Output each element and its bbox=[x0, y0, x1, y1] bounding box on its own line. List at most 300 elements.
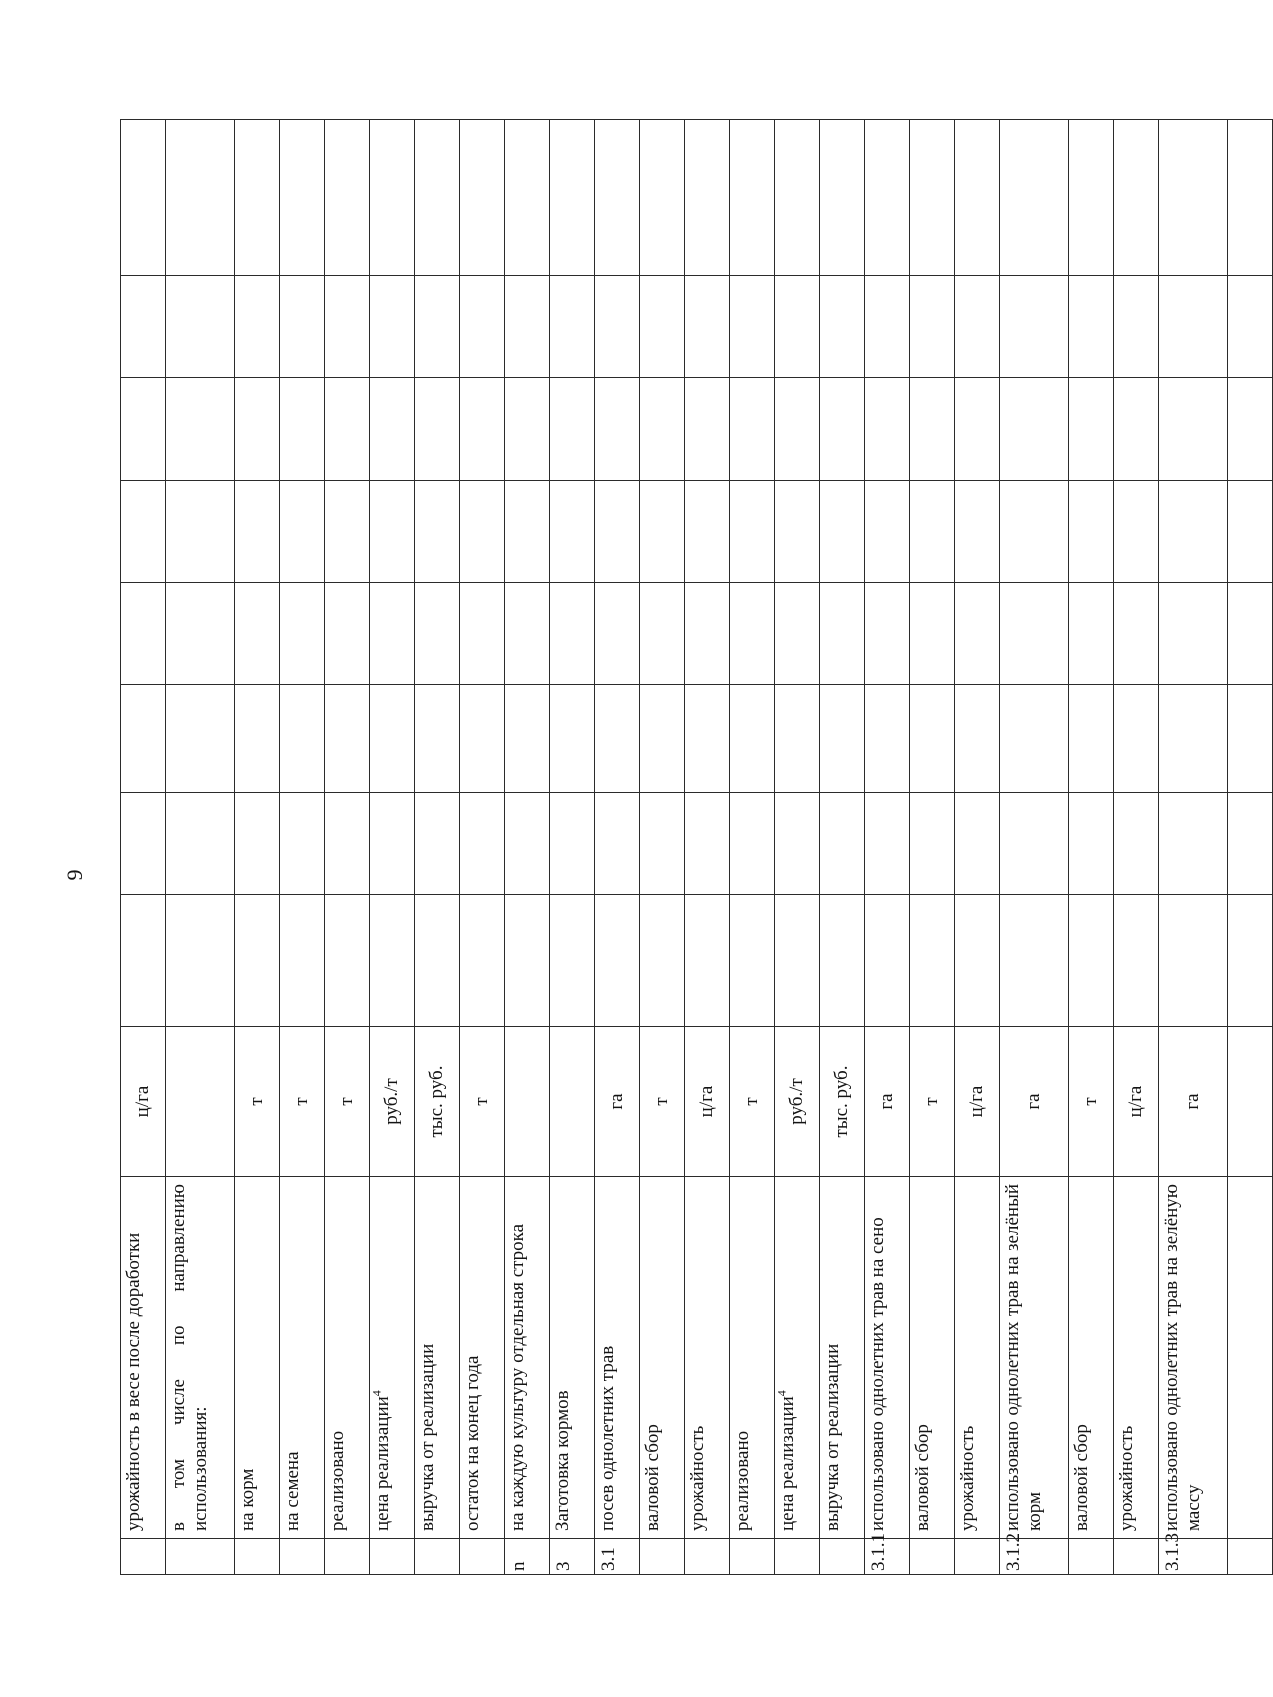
value-cell bbox=[685, 583, 730, 685]
value-cell bbox=[820, 793, 865, 895]
row-number-cell: 3.1 bbox=[595, 1539, 640, 1575]
value-cell bbox=[730, 685, 775, 793]
value-cell bbox=[730, 120, 775, 276]
value-cell bbox=[370, 481, 415, 583]
value-cell bbox=[640, 685, 685, 793]
row-number-cell bbox=[460, 1539, 505, 1575]
value-cell bbox=[505, 793, 550, 895]
unit-cell bbox=[166, 1027, 235, 1177]
value-cell bbox=[820, 120, 865, 276]
table-body bbox=[121, 120, 1273, 1575]
row-number-cell bbox=[415, 1539, 460, 1575]
value-cell bbox=[166, 378, 235, 481]
value-cell bbox=[1228, 120, 1273, 276]
value-cell bbox=[910, 583, 955, 685]
indicator-name-cell bbox=[1114, 1177, 1159, 1539]
unit-cell: ц/га bbox=[685, 1027, 730, 1177]
value-cell bbox=[235, 895, 280, 1027]
value-cell bbox=[595, 276, 640, 378]
value-cell bbox=[121, 583, 166, 685]
value-cell bbox=[1114, 685, 1159, 793]
unit-cell: т bbox=[460, 1027, 505, 1177]
row-number-cell: 3 bbox=[550, 1539, 595, 1575]
value-cell bbox=[121, 276, 166, 378]
row-number-cell bbox=[1228, 1539, 1273, 1575]
value-cell bbox=[955, 895, 1000, 1027]
value-cell bbox=[460, 120, 505, 276]
value-cell bbox=[370, 583, 415, 685]
unit-cell: т bbox=[235, 1027, 280, 1177]
indicator-name-line2: корм bbox=[1024, 1491, 1046, 1531]
table-row bbox=[1114, 120, 1159, 1575]
data-table bbox=[120, 119, 1273, 1575]
value-cell bbox=[595, 793, 640, 895]
table-row bbox=[370, 120, 415, 1575]
value-cell bbox=[166, 120, 235, 276]
unit-cell: ц/га bbox=[955, 1027, 1000, 1177]
table-row bbox=[685, 120, 730, 1575]
value-cell bbox=[550, 120, 595, 276]
indicator-name-cell bbox=[550, 1177, 595, 1539]
value-cell bbox=[280, 481, 325, 583]
value-cell bbox=[1228, 481, 1273, 583]
unit-cell bbox=[1228, 1027, 1273, 1177]
table-row bbox=[730, 120, 775, 1575]
table-row bbox=[415, 120, 460, 1575]
value-cell bbox=[1069, 895, 1114, 1027]
value-cell bbox=[1114, 481, 1159, 583]
value-cell bbox=[865, 895, 910, 1027]
value-cell bbox=[1000, 378, 1069, 481]
value-cell bbox=[1000, 895, 1069, 1027]
unit-cell: руб./т bbox=[775, 1027, 820, 1177]
row-number-cell bbox=[730, 1539, 775, 1575]
value-cell bbox=[550, 685, 595, 793]
value-cell bbox=[1114, 276, 1159, 378]
indicator-name-text: остаток на конец года bbox=[462, 1355, 483, 1531]
value-cell bbox=[1000, 120, 1069, 276]
value-cell bbox=[166, 895, 235, 1027]
row-number-cell bbox=[820, 1539, 865, 1575]
unit-cell: га bbox=[1159, 1027, 1228, 1177]
value-cell bbox=[1069, 120, 1114, 276]
table-row bbox=[280, 120, 325, 1575]
unit-cell: га bbox=[1000, 1027, 1069, 1177]
unit-cell: т bbox=[280, 1027, 325, 1177]
value-cell bbox=[775, 276, 820, 378]
value-cell bbox=[415, 120, 460, 276]
value-cell bbox=[865, 583, 910, 685]
value-cell bbox=[1228, 583, 1273, 685]
value-cell bbox=[325, 276, 370, 378]
value-cell bbox=[775, 378, 820, 481]
value-cell bbox=[865, 481, 910, 583]
unit-cell: т bbox=[910, 1027, 955, 1177]
row-number-cell bbox=[121, 1539, 166, 1575]
value-cell bbox=[121, 793, 166, 895]
table-row bbox=[775, 120, 820, 1575]
value-cell bbox=[1069, 481, 1114, 583]
unit-cell: ц/га bbox=[121, 1027, 166, 1177]
value-cell bbox=[415, 276, 460, 378]
table-row bbox=[1159, 120, 1228, 1575]
value-cell bbox=[460, 276, 505, 378]
value-cell bbox=[730, 276, 775, 378]
value-cell bbox=[1000, 583, 1069, 685]
value-cell bbox=[955, 276, 1000, 378]
indicator-name-cell bbox=[685, 1177, 730, 1539]
value-cell bbox=[1000, 481, 1069, 583]
indicator-name-line2: массу bbox=[1183, 1484, 1205, 1531]
value-cell bbox=[865, 378, 910, 481]
value-cell bbox=[640, 378, 685, 481]
value-cell bbox=[235, 793, 280, 895]
value-cell bbox=[325, 793, 370, 895]
indicator-name-cell bbox=[325, 1177, 370, 1539]
indicator-name-text: урожайность bbox=[687, 1425, 708, 1531]
value-cell bbox=[235, 583, 280, 685]
value-cell bbox=[1159, 120, 1228, 276]
indicator-name-text: валовой сбор bbox=[642, 1424, 663, 1531]
value-cell bbox=[595, 895, 640, 1027]
value-cell bbox=[685, 378, 730, 481]
unit-cell: т bbox=[730, 1027, 775, 1177]
value-cell bbox=[550, 793, 595, 895]
value-cell bbox=[235, 120, 280, 276]
indicator-name-text: посев однолетних трав bbox=[597, 1345, 618, 1531]
row-number-cell bbox=[685, 1539, 730, 1575]
unit-cell: тыс. руб. bbox=[415, 1027, 460, 1177]
row-number-cell bbox=[1069, 1539, 1114, 1575]
value-cell bbox=[955, 583, 1000, 685]
unit-cell: ц/га bbox=[1114, 1027, 1159, 1177]
table-row bbox=[235, 120, 280, 1575]
indicator-name-cell bbox=[730, 1177, 775, 1539]
indicator-name-cell bbox=[640, 1177, 685, 1539]
value-cell bbox=[1000, 685, 1069, 793]
value-cell bbox=[910, 793, 955, 895]
value-cell bbox=[370, 276, 415, 378]
value-cell bbox=[1069, 793, 1114, 895]
indicator-name-line2: использования: bbox=[190, 1406, 212, 1531]
indicator-name-cell bbox=[121, 1177, 166, 1539]
indicator-name-cell bbox=[166, 1177, 235, 1539]
indicator-name-cell bbox=[505, 1177, 550, 1539]
value-cell bbox=[235, 378, 280, 481]
value-cell bbox=[820, 378, 865, 481]
value-cell bbox=[1159, 685, 1228, 793]
value-cell bbox=[1069, 276, 1114, 378]
value-cell bbox=[955, 481, 1000, 583]
unit-cell bbox=[505, 1027, 550, 1177]
value-cell bbox=[121, 895, 166, 1027]
indicator-name-text: на семена bbox=[282, 1451, 303, 1531]
row-number-cell: 3.1.3 bbox=[1159, 1539, 1228, 1575]
indicator-name-cell bbox=[775, 1177, 820, 1539]
value-cell bbox=[280, 895, 325, 1027]
row-number-cell bbox=[235, 1539, 280, 1575]
unit-cell: руб./т bbox=[370, 1027, 415, 1177]
value-cell bbox=[595, 120, 640, 276]
indicator-name-text: урожайность в весе после доработки bbox=[123, 1232, 144, 1531]
value-cell bbox=[121, 685, 166, 793]
indicator-name-line1: использовано однолетних трав на зелёный bbox=[1002, 1184, 1023, 1531]
unit-cell bbox=[550, 1027, 595, 1177]
indicator-name-cell bbox=[910, 1177, 955, 1539]
value-cell bbox=[1228, 378, 1273, 481]
value-cell bbox=[370, 685, 415, 793]
value-cell bbox=[460, 583, 505, 685]
value-cell bbox=[550, 276, 595, 378]
value-cell bbox=[280, 685, 325, 793]
indicator-name-text: валовой сбор bbox=[912, 1424, 933, 1531]
value-cell bbox=[415, 481, 460, 583]
value-cell bbox=[910, 685, 955, 793]
unit-cell: т bbox=[1069, 1027, 1114, 1177]
value-cell bbox=[415, 895, 460, 1027]
value-cell bbox=[955, 120, 1000, 276]
value-cell bbox=[775, 120, 820, 276]
rotated-table-wrapper bbox=[120, 120, 1205, 1575]
value-cell bbox=[865, 120, 910, 276]
value-cell bbox=[595, 481, 640, 583]
table-row bbox=[820, 120, 865, 1575]
value-cell bbox=[166, 276, 235, 378]
value-cell bbox=[1114, 120, 1159, 276]
indicator-name-text: цена реализации bbox=[372, 1396, 393, 1531]
value-cell bbox=[1228, 276, 1273, 378]
value-cell bbox=[505, 895, 550, 1027]
value-cell bbox=[1114, 378, 1159, 481]
value-cell bbox=[685, 120, 730, 276]
unit-cell: тыс. руб. bbox=[820, 1027, 865, 1177]
value-cell bbox=[121, 120, 166, 276]
value-cell bbox=[910, 895, 955, 1027]
value-cell bbox=[775, 793, 820, 895]
value-cell bbox=[550, 895, 595, 1027]
value-cell bbox=[865, 276, 910, 378]
table-row bbox=[1000, 120, 1069, 1575]
row-number-cell: n bbox=[505, 1539, 550, 1575]
indicator-name-cell bbox=[1000, 1177, 1069, 1539]
value-cell bbox=[325, 895, 370, 1027]
value-cell bbox=[730, 481, 775, 583]
value-cell bbox=[910, 120, 955, 276]
value-cell bbox=[865, 685, 910, 793]
value-cell bbox=[460, 481, 505, 583]
value-cell bbox=[460, 378, 505, 481]
row-number-cell bbox=[280, 1539, 325, 1575]
value-cell bbox=[685, 276, 730, 378]
value-cell bbox=[280, 276, 325, 378]
indicator-name-text: урожайность bbox=[957, 1425, 978, 1531]
value-cell bbox=[1159, 481, 1228, 583]
value-cell bbox=[1114, 895, 1159, 1027]
indicator-name-text: урожайность bbox=[1116, 1425, 1137, 1531]
value-cell bbox=[955, 378, 1000, 481]
table-row bbox=[595, 120, 640, 1575]
indicator-name-cell bbox=[865, 1177, 910, 1539]
value-cell bbox=[370, 120, 415, 276]
value-cell bbox=[325, 120, 370, 276]
row-number-cell bbox=[1114, 1539, 1159, 1575]
value-cell bbox=[121, 378, 166, 481]
value-cell bbox=[1159, 378, 1228, 481]
value-cell bbox=[595, 685, 640, 793]
value-cell bbox=[550, 583, 595, 685]
value-cell bbox=[280, 378, 325, 481]
footnote-marker: 4 bbox=[774, 1390, 789, 1397]
value-cell bbox=[370, 895, 415, 1027]
indicator-name-text: выручка от реализации bbox=[417, 1343, 438, 1531]
value-cell bbox=[730, 895, 775, 1027]
row-number-cell: 3.1.2 bbox=[1000, 1539, 1069, 1575]
value-cell bbox=[415, 685, 460, 793]
value-cell bbox=[325, 378, 370, 481]
value-cell bbox=[775, 895, 820, 1027]
indicator-name-text: валовой сбор bbox=[1071, 1424, 1092, 1531]
value-cell bbox=[685, 793, 730, 895]
value-cell bbox=[685, 895, 730, 1027]
value-cell bbox=[685, 685, 730, 793]
value-cell bbox=[370, 793, 415, 895]
value-cell bbox=[595, 583, 640, 685]
value-cell bbox=[640, 583, 685, 685]
value-cell bbox=[640, 793, 685, 895]
table-row bbox=[1228, 120, 1273, 1575]
row-number-cell bbox=[325, 1539, 370, 1575]
value-cell bbox=[235, 481, 280, 583]
value-cell bbox=[460, 895, 505, 1027]
value-cell bbox=[820, 276, 865, 378]
indicator-name-cell bbox=[280, 1177, 325, 1539]
table-row bbox=[460, 120, 505, 1575]
value-cell bbox=[820, 685, 865, 793]
indicator-name-cell bbox=[955, 1177, 1000, 1539]
value-cell bbox=[505, 481, 550, 583]
table-row bbox=[865, 120, 910, 1575]
value-cell bbox=[325, 583, 370, 685]
value-cell bbox=[166, 793, 235, 895]
value-cell bbox=[1159, 276, 1228, 378]
indicator-name-line1: в том числе по направлению bbox=[168, 1184, 189, 1531]
indicator-name-cell bbox=[235, 1177, 280, 1539]
value-cell bbox=[415, 583, 460, 685]
footnote-marker: 4 bbox=[369, 1390, 384, 1397]
value-cell bbox=[1159, 793, 1228, 895]
value-cell bbox=[415, 793, 460, 895]
table-row bbox=[910, 120, 955, 1575]
value-cell bbox=[955, 793, 1000, 895]
table-row bbox=[121, 120, 166, 1575]
value-cell bbox=[865, 793, 910, 895]
value-cell bbox=[460, 685, 505, 793]
value-cell bbox=[640, 481, 685, 583]
value-cell bbox=[166, 685, 235, 793]
value-cell bbox=[280, 793, 325, 895]
indicator-name-cell bbox=[820, 1177, 865, 1539]
indicator-name-cell bbox=[415, 1177, 460, 1539]
value-cell bbox=[1069, 583, 1114, 685]
value-cell bbox=[1000, 793, 1069, 895]
value-cell bbox=[370, 378, 415, 481]
value-cell bbox=[730, 793, 775, 895]
table-row bbox=[325, 120, 370, 1575]
value-cell bbox=[1000, 276, 1069, 378]
value-cell bbox=[820, 583, 865, 685]
value-cell bbox=[325, 685, 370, 793]
value-cell bbox=[1114, 793, 1159, 895]
value-cell bbox=[166, 481, 235, 583]
value-cell bbox=[415, 378, 460, 481]
value-cell bbox=[280, 120, 325, 276]
value-cell bbox=[730, 378, 775, 481]
row-number-cell bbox=[955, 1539, 1000, 1575]
value-cell bbox=[235, 685, 280, 793]
value-cell bbox=[1228, 793, 1273, 895]
value-cell bbox=[121, 481, 166, 583]
indicator-name-text: реализовано bbox=[732, 1430, 753, 1531]
table-row bbox=[640, 120, 685, 1575]
value-cell bbox=[775, 481, 820, 583]
value-cell bbox=[1159, 583, 1228, 685]
indicator-name-cell bbox=[1069, 1177, 1114, 1539]
value-cell bbox=[1228, 895, 1273, 1027]
row-number-cell bbox=[370, 1539, 415, 1575]
row-number-cell bbox=[775, 1539, 820, 1575]
unit-cell: га bbox=[865, 1027, 910, 1177]
table-row bbox=[505, 120, 550, 1575]
table-row bbox=[1069, 120, 1114, 1575]
value-cell bbox=[550, 481, 595, 583]
value-cell bbox=[640, 120, 685, 276]
table-row bbox=[955, 120, 1000, 1575]
value-cell bbox=[505, 120, 550, 276]
value-cell bbox=[640, 895, 685, 1027]
row-number-cell bbox=[640, 1539, 685, 1575]
value-cell bbox=[910, 276, 955, 378]
value-cell bbox=[505, 378, 550, 481]
unit-cell: га bbox=[595, 1027, 640, 1177]
indicator-name-cell bbox=[595, 1177, 640, 1539]
indicator-name-cell bbox=[460, 1177, 505, 1539]
table-row bbox=[166, 120, 235, 1575]
indicator-name-text: цена реализации bbox=[777, 1396, 798, 1531]
value-cell bbox=[325, 481, 370, 583]
unit-cell: т bbox=[640, 1027, 685, 1177]
value-cell bbox=[1114, 583, 1159, 685]
value-cell bbox=[550, 378, 595, 481]
value-cell bbox=[820, 895, 865, 1027]
row-number-cell bbox=[910, 1539, 955, 1575]
value-cell bbox=[820, 481, 865, 583]
value-cell bbox=[730, 583, 775, 685]
value-cell bbox=[1228, 685, 1273, 793]
value-cell bbox=[1069, 685, 1114, 793]
value-cell bbox=[1159, 895, 1228, 1027]
value-cell bbox=[775, 685, 820, 793]
indicator-name-cell bbox=[1159, 1177, 1228, 1539]
value-cell bbox=[460, 793, 505, 895]
value-cell bbox=[595, 378, 640, 481]
value-cell bbox=[505, 583, 550, 685]
row-number-cell bbox=[166, 1539, 235, 1575]
value-cell bbox=[166, 583, 235, 685]
unit-cell: т bbox=[325, 1027, 370, 1177]
value-cell bbox=[640, 276, 685, 378]
indicator-name-cell bbox=[370, 1177, 415, 1539]
value-cell bbox=[685, 481, 730, 583]
